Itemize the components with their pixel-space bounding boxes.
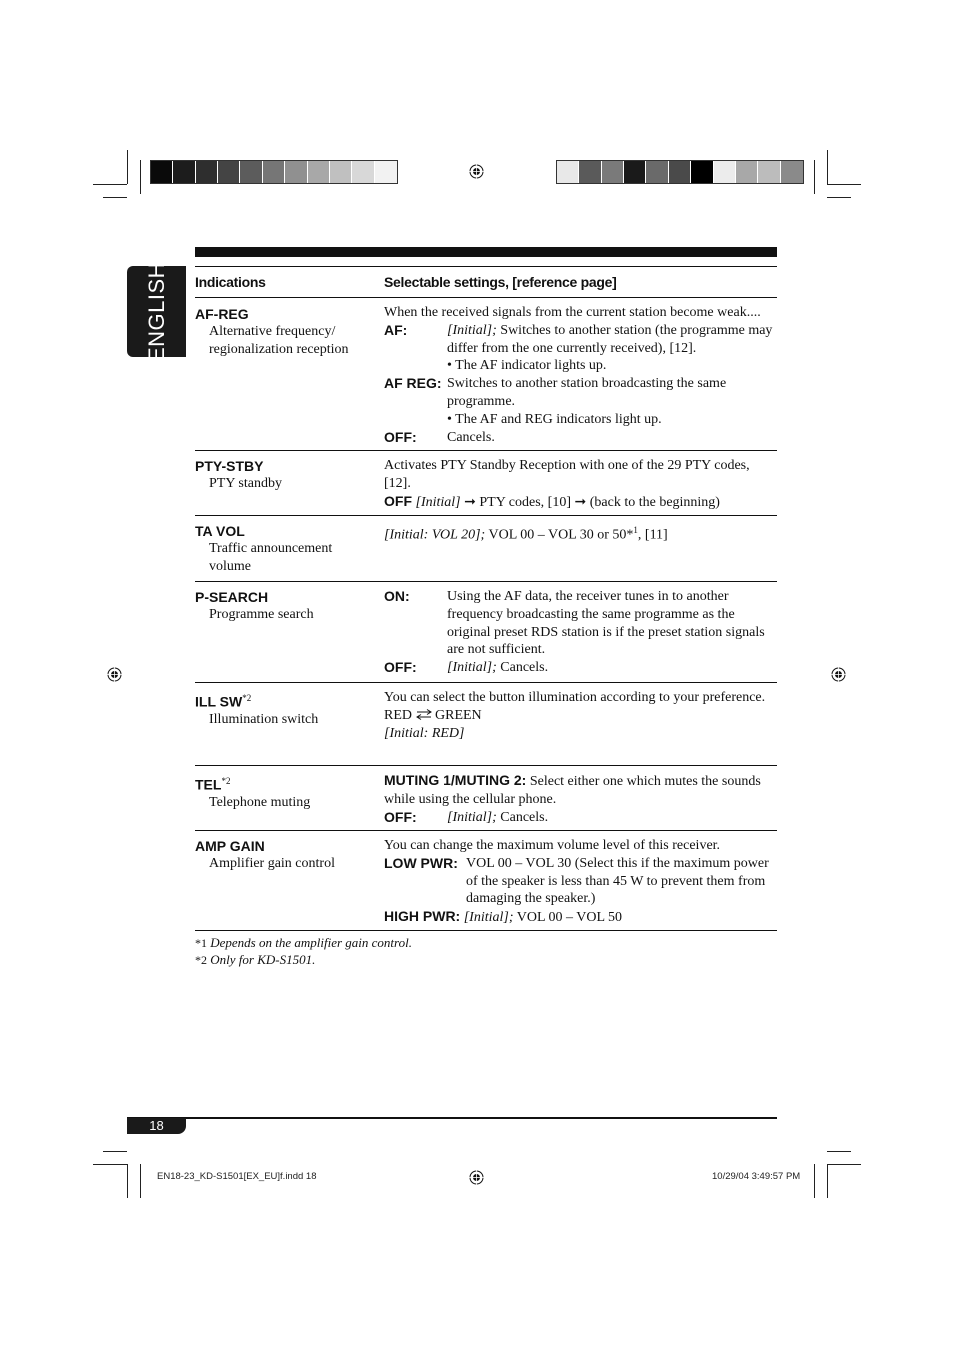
footnote-mark: *1 <box>195 936 207 950</box>
color-swatch <box>263 161 285 183</box>
color-swatch <box>308 161 330 183</box>
option-label: OFF: <box>384 659 417 676</box>
header-settings: Selectable settings, [reference page] <box>384 274 617 290</box>
color-swatch <box>624 161 646 183</box>
footnote-ref: *2 <box>242 693 252 703</box>
indication-desc: volume <box>209 559 251 574</box>
option-text: Switches to another station (the programme may differ from the one currently received), [12]. <box>447 322 773 356</box>
slug-filename: EN18-23_KD-S1501[EX_EU]f.indd 18 <box>157 1171 317 1182</box>
crop-mark <box>827 1164 828 1198</box>
option-label: HIGH PWR: <box>384 908 461 925</box>
row-intro: When the received signals from the current station become weak.... <box>384 305 761 320</box>
crop-mark <box>827 184 861 185</box>
crop-mark <box>103 1151 127 1152</box>
crop-mark <box>93 1164 127 1165</box>
color-swatch <box>557 161 579 183</box>
option-text: Cancels. <box>447 429 495 445</box>
footnote-text: Only for KD-S1501. <box>210 952 316 967</box>
indication-desc: Amplifier gain control <box>209 856 335 871</box>
top-rule <box>195 247 777 257</box>
crop-mark <box>814 160 815 194</box>
initial-marker: [Initial]; <box>447 809 497 825</box>
color-swatch <box>758 161 780 183</box>
indication-name: TEL <box>195 776 222 793</box>
crop-mark <box>93 184 127 185</box>
color-swatch <box>285 161 307 183</box>
indication-desc: Illumination switch <box>209 711 319 727</box>
crop-mark <box>827 150 828 184</box>
color-swatch <box>240 161 262 183</box>
option-text: Select either one which mutes the sounds while using the cellular phone. <box>384 774 761 807</box>
footnote-text: Depends on the amplifier gain control. <box>210 935 412 950</box>
option-text: Cancels. <box>500 809 549 825</box>
initial-marker: [Initial]; <box>463 910 514 926</box>
option-value: RED <box>384 707 412 723</box>
registration-target-icon <box>107 667 122 682</box>
option-label: OFF <box>384 492 412 509</box>
color-swatch <box>151 161 173 183</box>
color-swatch <box>375 161 397 183</box>
registration-target-icon <box>469 1170 484 1185</box>
option-label: AF: <box>384 321 408 338</box>
color-swatch <box>646 161 668 183</box>
indication-name: ILL SW <box>195 693 243 710</box>
color-bar-right <box>556 160 804 184</box>
option-label: MUTING 1/MUTING 2: <box>384 772 527 788</box>
color-bar-left <box>150 160 398 184</box>
option-label: LOW PWR: <box>384 854 458 871</box>
color-swatch <box>691 161 713 183</box>
option-note: • The AF and REG indicators light up. <box>447 411 662 427</box>
indication-name: AF-REG <box>195 306 249 322</box>
indication-desc: Telephone muting <box>209 794 311 810</box>
table-row <box>195 451 777 516</box>
crop-mark <box>814 1164 815 1198</box>
table-row <box>195 683 777 766</box>
row-text: VOL 00 – VOL 30 or 50* <box>488 527 634 543</box>
arrow-icon: ➞ <box>464 494 476 510</box>
crop-mark <box>140 160 141 194</box>
option-text: Cancels. <box>500 660 549 676</box>
option-value: GREEN <box>435 707 482 723</box>
table-row <box>195 831 777 931</box>
color-swatch <box>579 161 601 183</box>
crop-mark <box>827 1151 851 1152</box>
footnote-mark: *2 <box>195 953 207 967</box>
crop-mark <box>827 1164 861 1165</box>
color-swatch <box>196 161 218 183</box>
table-row <box>195 298 777 451</box>
option-text: VOL 00 – VOL 30 (Select this if the maximum power of the speaker is less than 45 W to prevent them from damaging the speaker.) <box>466 855 769 907</box>
color-swatch <box>218 161 240 183</box>
indication-name: TA VOL <box>195 523 245 539</box>
arrow-icon: ➞ <box>574 494 587 510</box>
crop-mark <box>127 150 128 184</box>
bottom-rule <box>127 1117 777 1119</box>
color-swatch <box>330 161 352 183</box>
initial-marker: [Initial]; <box>447 660 497 676</box>
sequence-item: PTY codes, [10] <box>479 494 571 510</box>
option-text: VOL 00 – VOL 50 <box>516 910 623 926</box>
color-swatch <box>602 161 624 183</box>
color-swatch <box>352 161 374 183</box>
indication-name: PTY-STBY <box>195 458 264 474</box>
option-note: • The AF indicator lights up. <box>447 358 607 374</box>
crop-mark <box>127 1164 128 1198</box>
slug-timestamp: 10/29/04 3:49:57 PM <box>712 1171 801 1182</box>
table-row <box>195 582 777 683</box>
registration-target-icon <box>831 667 846 682</box>
option-text: Using the AF data, the receiver tunes in to another frequency broadcasting the same programme as the original preset RDS station is if the preset station signals are not sufficient. <box>447 589 765 658</box>
color-swatch <box>736 161 758 183</box>
initial-marker: [Initial: RED] <box>384 725 465 741</box>
language-tab-label: ENGLISH <box>143 261 169 362</box>
page-number: 18 <box>127 1118 186 1134</box>
toggle-arrows-icon <box>416 709 432 720</box>
crop-mark <box>140 1164 141 1198</box>
footnote-ref: *2 <box>221 776 231 786</box>
crop-mark <box>103 197 127 198</box>
option-label: OFF: <box>384 428 417 445</box>
indication-desc: regionalization reception <box>209 342 349 357</box>
header-indications: Indications <box>195 274 266 290</box>
option-label: ON: <box>384 588 410 604</box>
indication-desc: Alternative frequency/ <box>209 324 336 339</box>
indication-desc: Programme search <box>209 607 314 622</box>
sequence-item: (back to the beginning) <box>589 494 720 510</box>
row-text: Activates PTY Standby Reception with one of the 29 PTY codes, [12]. <box>384 458 750 491</box>
row-text: You can change the maximum volume level of this receiver. <box>384 838 721 853</box>
initial-marker: [Initial]; <box>447 322 497 338</box>
initial-marker: [Initial: VOL 20]; <box>384 527 486 543</box>
table-header <box>195 267 777 298</box>
option-label: OFF: <box>384 808 417 825</box>
indication-name: AMP GAIN <box>195 838 265 854</box>
footnote <box>195 934 412 952</box>
table-row <box>195 516 777 582</box>
indication-desc: Traffic announcement <box>209 541 333 556</box>
settings-table <box>195 266 777 931</box>
language-tab <box>127 261 186 362</box>
option-text: Switches to another station broadcasting the same programme. <box>447 376 727 409</box>
color-swatch <box>669 161 691 183</box>
option-label: AF REG: <box>384 375 442 392</box>
footnote-ref: 1 <box>633 525 638 535</box>
indication-desc: PTY standby <box>209 476 282 491</box>
indication-name: P-SEARCH <box>195 589 269 605</box>
page-ref: , [11] <box>637 527 668 543</box>
crop-mark <box>827 197 851 198</box>
footnote <box>195 951 315 969</box>
color-swatch <box>714 161 736 183</box>
table-row <box>195 766 777 831</box>
row-text: You can select the button illumination according to your preference. <box>384 690 766 705</box>
initial-marker: [Initial] <box>415 494 461 510</box>
registration-target-icon <box>469 164 484 179</box>
color-swatch <box>173 161 195 183</box>
color-swatch <box>781 161 803 183</box>
